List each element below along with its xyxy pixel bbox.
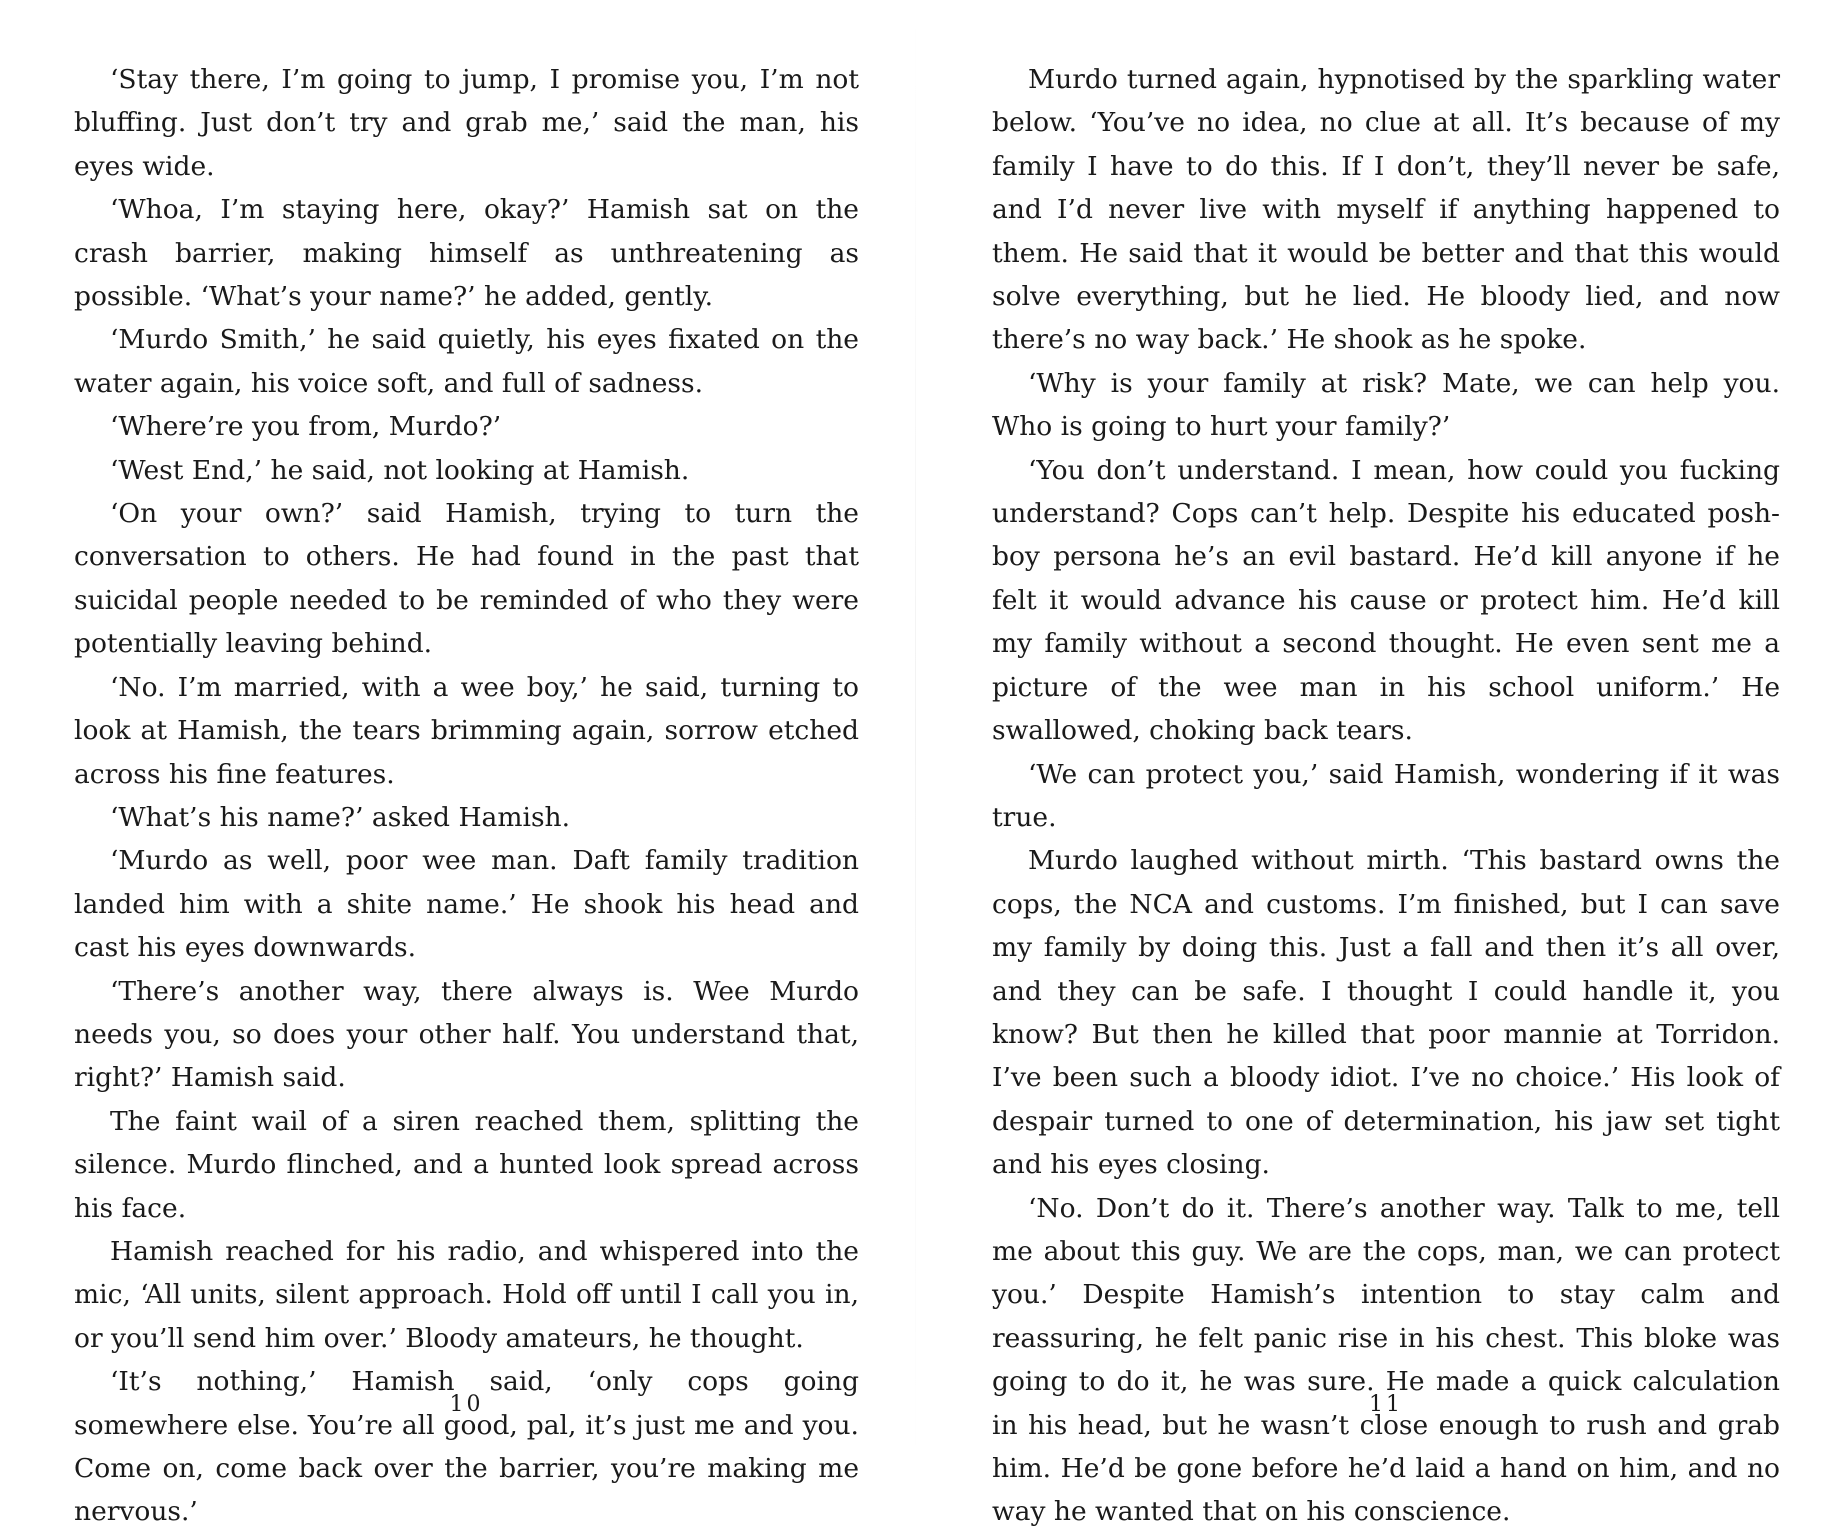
paragraph: ‘Stay there, I’m going to jump, I promise you, I’m not bluffing. Just don’t try and grab me,’ said the man, his eyes wide. (74, 64, 859, 182)
left-page (74, 0, 859, 1528)
paragraph: The faint wail of a siren reached them, splitting the silence. Murdo flinched, and a hunted look spread across his face. (74, 1105, 859, 1224)
paragraph: ‘No. Don’t do it. There’s another way. Talk to me, tell me about this guy. We are the cops, man, we can protect you.’ Despite Hamish’s intention to stay calm and reassuring, he felt panic rise in his chest. This bloke was going to do it, he was sure. He made a quick calculation in his head, but he wasn’t close enough to rush and grab him. He’d be gone before he’d laid a hand on him, and no way he wanted that on his conscience. (992, 1192, 1780, 1528)
paragraph: ‘You don’t understand. I mean, how could you fucking understand? Cops can’t help. Despite his educated posh-boy persona he’s an evil bastard. He’d kill anyone if he felt it would advance his cause or protect him. He’d kill my family without a second thought. He even sent me a picture of the wee man in his school uniform.’ He swallowed, choking back tears. (992, 454, 1780, 747)
paragraph: ‘West End,’ he said, not looking at Hamish. (110, 454, 690, 486)
page-number: 11 (1369, 1392, 1403, 1417)
paragraph: ‘Where’re you from, Murdo?’ (110, 411, 502, 443)
paragraph: Hamish reached for his radio, and whispered into the mic, ‘All units, silent approach. Hold off until I call you in, or you’ll send him over.’ Bloody amateurs, he thought. (74, 1235, 859, 1354)
left-page-body (74, 58, 859, 1534)
paragraph: ‘Murdo as well, poor wee man. Daft family tradition landed him with a shite name.’ He shook his head and cast his eyes downwards. (74, 845, 859, 964)
paragraph: ‘There’s another way, there always is. Wee Murdo needs you, so does your other half. You understand that, right?’ Hamish said. (74, 975, 859, 1094)
paragraph: ‘Murdo Smith,’ he said quietly, his eyes fixated on the water again, his voice soft, and full of sadness. (74, 324, 859, 399)
paragraph: ‘No. I’m married, with a wee boy,’ he said, turning to look at Hamish, the tears brimming again, sorrow etched across his fine features. (74, 671, 859, 790)
right-page-body (992, 58, 1780, 1534)
paragraph: ‘On your own?’ said Hamish, trying to turn the conversation to others. He had found in the past that suicidal people needed to be reminded of who they were potentially leaving behind. (74, 498, 859, 660)
gutter-divider (915, 0, 916, 1474)
paragraph: ‘We can protect you,’ said Hamish, wondering if it was true. (992, 758, 1780, 833)
page-number: 10 (449, 1392, 484, 1417)
paragraph: ‘Why is your family at risk? Mate, we can help you. Who is going to hurt your family?’ (992, 367, 1780, 443)
paragraph: ‘Whoa, I’m staying here, okay?’ Hamish sat on the crash barrier, making himself as unthreatening as possible. ‘What’s your name?’ he added, gently. (74, 194, 859, 313)
paragraph: Murdo laughed without mirth. ‘This bastard owns the cops, the NCA and customs. I’m finished, but I can save my family by doing this. Just a fall and then it’s all over, and they can be safe. I thought I could handle it, you know? But then he killed that poor mannie at Torridon. I’ve been such a bloody idiot. I’ve no choice.’ His look of despair turned to one of determination, his jaw set tight and his eyes closing. (992, 845, 1780, 1181)
paragraph: ‘It’s nothing,’ Hamish said, ‘only cops going somewhere else. You’re all good, pal, it’s just me and you. Come on, come back over the barrier, you’re making me nervous.’ (74, 1366, 859, 1528)
paragraph: ‘What’s his name?’ asked Hamish. (110, 801, 571, 833)
right-page (992, 0, 1780, 1528)
paragraph: Murdo turned again, hypnotised by the sparkling water below. ‘You’ve no idea, no clue at all. It’s because of my family I have to do this. If I don’t, they’ll never be safe, and I’d never live with myself if anything happened to them. He said that it would be better and that this would solve everything, but he lied. He bloody lied, and now there’s no way back.’ He shook as he spoke. (992, 64, 1780, 356)
